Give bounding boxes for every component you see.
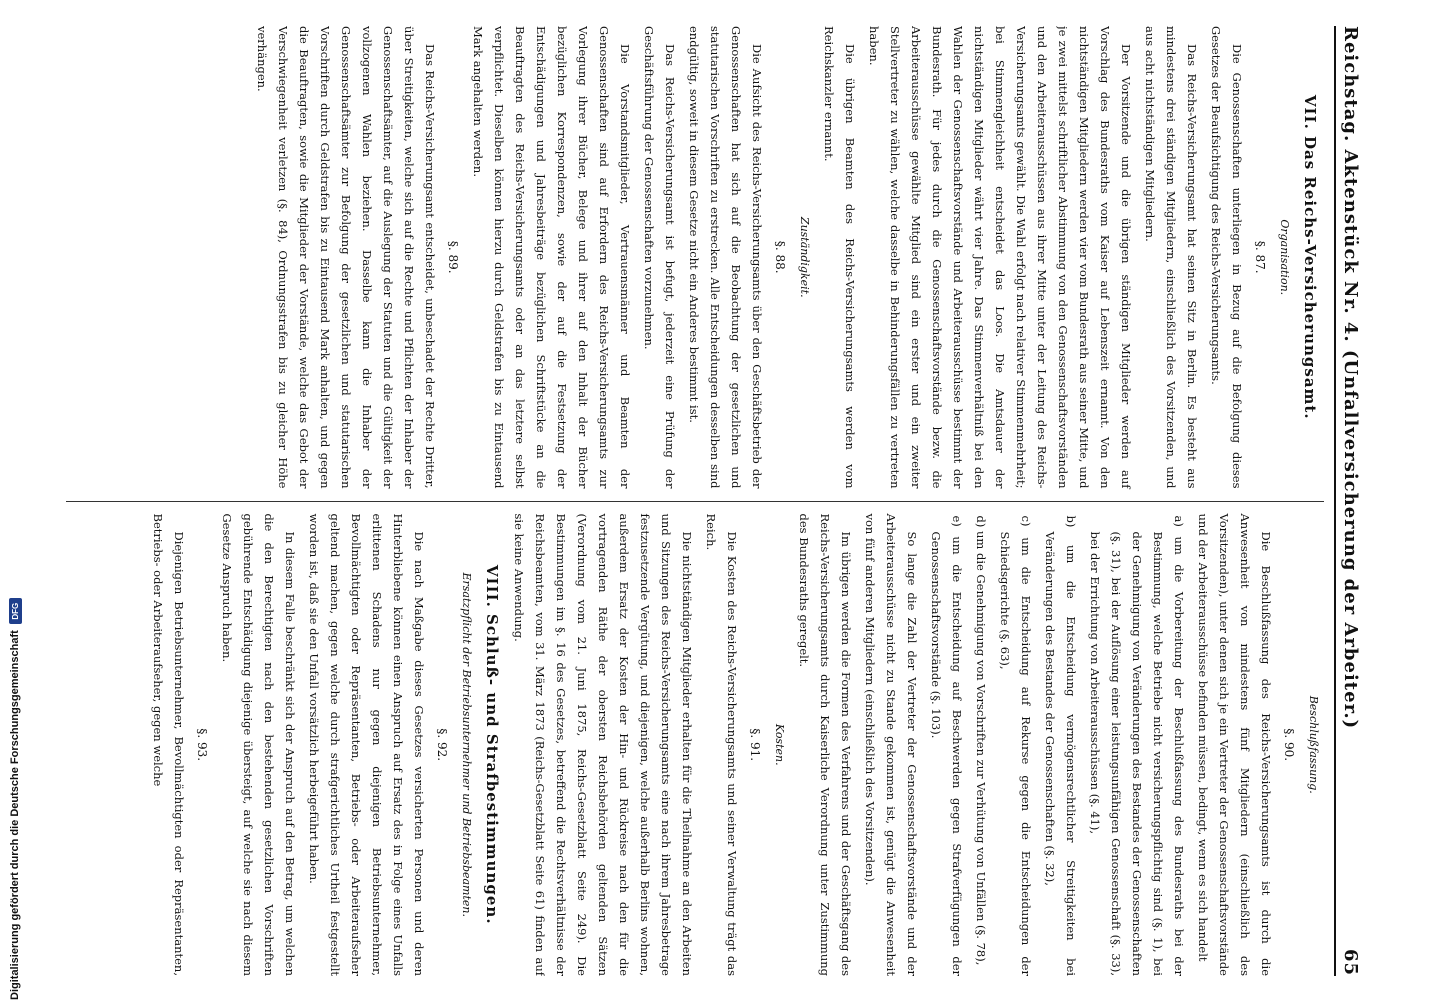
header-title: Reichstag. Aktenstück Nr. 4. (Unfallversicherung der Arbeiter.)	[1340, 26, 1362, 730]
paragraph: Die Beschlußfassung des Reichs-Versicherungsamts ist durch die Anwesenheit von mindestens fünf Mitgliedern (einschließlich des Vorsitzenden), unter denen sich je ein Vertreter der Genossenschaftsvorstände und der Arbeiterausschüsse befinden müssen, bedingt, wenn es sich handelt	[1196, 513, 1273, 976]
paragraph-number: §. 90.	[1282, 728, 1296, 762]
list-item: b) um die Entscheidung vermögensrechtlicher Streitigkeiten bei Veränderungen des Bestandes der Genossenschaften (§. 32),	[1043, 515, 1078, 976]
page-number: 65	[1340, 948, 1362, 976]
running-header	[1334, 26, 1366, 976]
paragraph-number: §. 93.	[195, 728, 209, 762]
digitization-banner	[6, 580, 24, 1000]
paragraph: Das Reichs-Versicherungsamt entscheidet, unbeschadet der Rechte Dritter, über Streitigkeiten, welche sich auf die Rechte und Pflichten der Inhaber der Genossenschaftsämter, auf die Auslegung der Statuten und die Gültigkeit der vollzogenen Wahlen beziehen. Dasselbe kann die Inhaber der Genossenschaftsämter zur Befolgung der gesetzlichen und statutarischen Vorschriften durch Geldstrafen bis zu Eintausend Mark anhalten, und gegen die Beauftragten, sowie die Mitglieder der Vorstände, welche das Gebot der Verschwiegenheit verletzen (§. 84), Ordnungsstrafen bis zu gleicher Höhe verhängen.	[255, 26, 437, 489]
list-item: d) um die Genehmigung von Vorschriften zur Verhütung von Unfällen (§. 78),	[974, 515, 988, 966]
right-column	[66, 502, 1326, 977]
subheading: Beschlußfassung.	[1307, 695, 1320, 794]
list-item: a) um die Vorbereitung der Beschlußfassung des Bundesraths bei der Bestimmung, welche Betriebe nicht versicherungspflichtig sind (§. 1), bei der Genehmigung von Veränderungen des Bestandes der Genossenschaften (§. 31), bei der Auflösung einer leistungsunfähigen Genossenschaft (§. 33), bei der Errichtung von Arbeiterausschüssen (§. 41),	[1088, 515, 1186, 976]
two-column-body	[66, 26, 1326, 976]
document-page	[52, 0, 1372, 1000]
list-item: c) um die Entscheidung auf Rekurse gegen die Entscheidungen der Schiedsgerichte (§. 63),	[998, 515, 1033, 976]
paragraph: Das Reichs-Versicherungsamt ist befugt, jederzeit eine Prüfung der Geschäftsführung der Genossenschaften vorzunehmen.	[642, 26, 677, 489]
paragraph: Die Aufsicht des Reichs-Versicherungsamts über den Geschäftsbetrieb der Genossenschaften hat sich auf die Beobachtung der gesetzlichen und statutarischen Vorschriften zu erstrecken. Alle Entscheidungen desselben sind endgültig, soweit in diesem Gesetze nicht ein Anderes bestimmt ist.	[687, 26, 764, 489]
paragraph-number: §. 87.	[1253, 240, 1267, 274]
section-title: VIII. Schluß- und Strafbestimmungen.	[483, 564, 501, 925]
paragraph-number: §. 89.	[446, 240, 460, 274]
paragraph: Die übrigen Beamten des Reichs-Versicherungsamts werden vom Reichskanzler ernannt.	[822, 26, 857, 489]
dfg-logo: DFG	[9, 598, 22, 624]
paragraph: Die Kosten des Reichs-Versicherungsamts und seiner Verwaltung trägt das Reich.	[704, 513, 739, 976]
subheading: Organisation.	[1278, 219, 1291, 296]
paragraph-number: §. 91.	[748, 728, 762, 762]
paragraph: In diesem Falle beschränkt sich der Anspruch auf den Betrag, um welchen die den Berechtigten nach den bestehenden gesetzlichen Vorschriften gebührende Entschädigung diejenige übersteigt, auf welche sie nach diesem Gesetze Anspruch haben.	[220, 513, 297, 976]
paragraph: Diejenigen Betriebsunternehmer, Bevollmächtigten oder Repräsentanten, Betriebs- oder Arbeiteraufseher, gegen welche	[151, 513, 186, 976]
paragraph: Die nichtständigen Mitglieder erhalten für die Theilnahme an den Arbeiten und Sitzungen des Reichs-Versicherungsamts eine nach ihrem Jahresbetrage festzusetzende Vergütung, und diejenigen, welche außerhalb Berlins wohnen, außerdem Ersatz der Kosten der Hin- und Rückreise nach den für die vortragenden Räthe der obersten Reichsbehörden geltenden Sätzen (Verordnung vom 21. Juni 1875, Reichs-Gesetzblatt Seite 249). Die Bestimmungen im §. 16 des Gesetzes, betreffend die Rechtsverhältnisse der Reichsbeamten, vom 31. März 1873 (Reichs-Gesetzblatt Seite 61) finden auf sie keine Anwendung.	[512, 513, 694, 976]
paragraph: Das Reichs-Versicherungsamt hat seinen Sitz in Berlin. Es besteht aus mindestens drei ständigen Mitgliedern, einschließlich des Vorsitzenden, und aus acht nichtständigen Mitgliedern.	[1143, 26, 1199, 489]
subheading: Ersatzpflicht der Betriebsunternehmer und Betriebsbeamten.	[460, 572, 473, 918]
paragraph: Der Vorsitzende und die übrigen ständigen Mitglieder werden auf Vorschlag des Bundesraths vom Kaiser auf Lebenszeit ernannt. Von den nichtständigen Mitgliedern werden vier vom Bundesrath aus seiner Mitte, und je zwei mittelst schriftlicher Abstimmung von den Genossenschaftsvorständen und den Arbeiterausschüssen aus ihrer Mitte unter der Leitung des Reichs-Versicherungsamts gewählt. Die Wahl erfolgt nach relativer Stimmenmehrheit; bei Stimmengleichheit entscheidet das Loos. Die Amtsdauer der nichtständigen Mitglieder währt vier Jahre. Das Stimmenverhältniß bei den Wahlen der Genossenschaftsvorstände und Arbeiterausschüsse bestimmt der Bundesrath. Für jedes durch die Genossenschaftsvorstände bezw. die Arbeiterausschüsse gewählte Mitglied sind ein erster und ein zweiter Stellvertreter zu wählen, welche dasselbe in Behinderungsfällen zu vertreten haben.	[867, 26, 1133, 489]
left-column	[66, 26, 1326, 501]
paragraph: Im übrigen werden die Formen des Verfahrens und der Geschäftsgang des Reichs-Versicherungsamts durch Kaiserliche Verordnung unter Zustimmung des Bundesraths geregelt.	[797, 513, 853, 976]
list-item: e) um die Entscheidung auf Beschwerden gegen Strafverfügungen der Genossenschaftsvorstände (§. 103).	[929, 515, 964, 976]
paragraph-number: §. 92.	[435, 728, 449, 762]
paragraph: Die Vorstandsmitglieder, Vertrauensmänner und Beamten der Genossenschaften sind auf Erfordern des Reichs-Versicherungsamts zur Vorlegung ihrer Bücher, Belege und ihrer auf den Inhalt der Bücher bezüglichen Korrespondenzen, sowie der auf die Festsetzung der Entschädigungen und Jahresbeiträge bezüglichen Schriftstücke an die Beauftragten des Reichs-Versicherungsamts oder an das letztere selbst verpflichtet. Dieselben können hierzu durch Geldstrafen bis zu Eintausend Mark angehalten werden.	[471, 26, 632, 489]
paragraph: So lange die Zahl der Vertreter der Genossenschaftsvorstände und der Arbeiterausschüsse nicht zu Stande gekommen ist, genügt die Anwesenheit von fünf anderen Mitgliedern (einschließlich des Vorsitzenden).	[863, 513, 919, 976]
digitization-note: Digitalisierung gefördert durch die Deutsche Forschungsgemeinschaft	[9, 630, 21, 1000]
paragraph: Die Genossenschaften unterliegen in Bezug auf die Befolgung dieses Gesetzes der Beaufsichtigung des Reichs-Versicherungsamts.	[1209, 26, 1244, 489]
subheading: Kosten.	[773, 723, 786, 766]
subheading: Zuständigkeit.	[798, 216, 811, 298]
paragraph: Die nach Maßgabe dieses Gesetzes versicherten Personen und deren Hinterbliebene können einen Anspruch auf Ersatz des in Folge eines Unfalls erlittenen Schadens nur gegen diejenigen Betriebsunternehmer, Bevollmächtigten oder Repräsentanten, Betriebs- oder Arbeiteraufseher geltend machen, gegen welche durch strafgerichtliches Urtheil festgestellt worden ist, daß sie den Unfall vorsätzlich herbeigeführt haben.	[307, 513, 426, 976]
section-title: VII. Das Reichs-Versicherungsamt.	[1301, 94, 1319, 420]
paragraph-number: §. 88.	[773, 240, 787, 274]
